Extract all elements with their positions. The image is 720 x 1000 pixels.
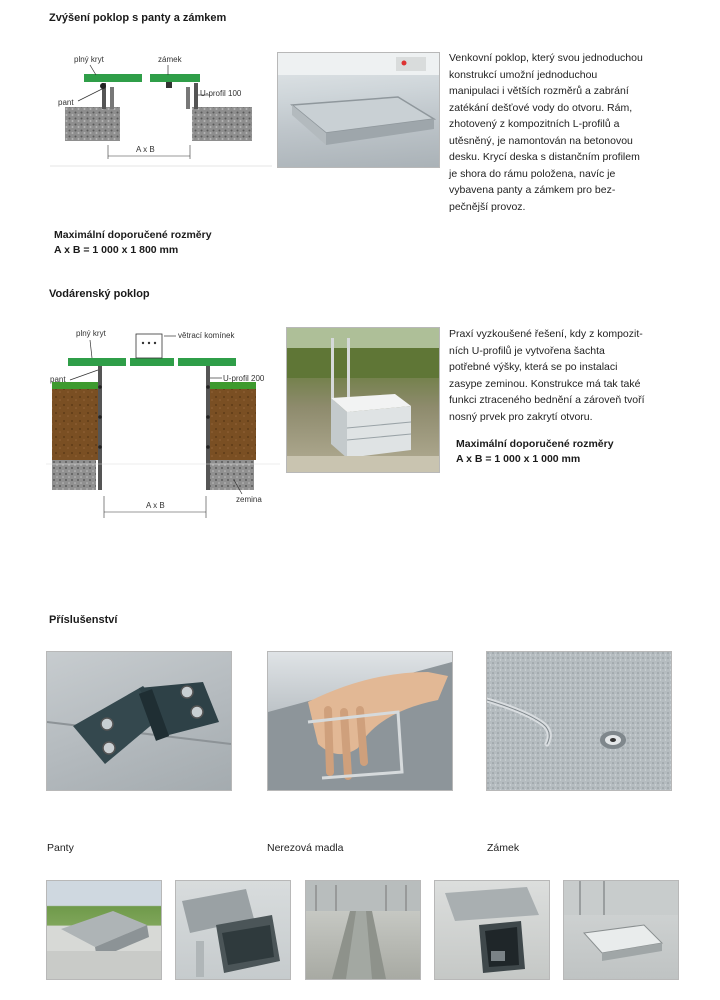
section2-title: Vodárenský poklop bbox=[49, 288, 150, 300]
section2-max-dims: Maximální doporučené rozměry A x B = 1 000 x 1 000 mm bbox=[456, 438, 614, 465]
hatch-photo-2 bbox=[286, 327, 440, 473]
cover-plate-left bbox=[84, 74, 142, 82]
caption-hinges: Panty bbox=[47, 842, 74, 854]
gallery-photo-3 bbox=[305, 880, 421, 980]
u-profile-right bbox=[194, 83, 198, 109]
handle-photo bbox=[267, 651, 453, 791]
soil-left bbox=[52, 388, 102, 460]
lock-photo bbox=[486, 651, 672, 791]
section1-diagram bbox=[50, 45, 272, 167]
gallery-photo-4 bbox=[434, 880, 550, 980]
section1-description: Venkovní poklop, který svou jednoduchou konstrukcí umožní jednoduchou manipulaci i větších rozměrů a zabrání zatékání dešťové vody do otvoru. Rám, zhotovený z kompozitních L-profilů a utěsněný, je namontován na betonovou desku. Krycí deska s distančním profilem je shora do rámu položena, navíc je vybavena panty a zámkem pro bez- pečnější provoz. bbox=[449, 52, 643, 213]
caption-handles: Nerezová madla bbox=[267, 842, 344, 854]
section2-description: Praxí vyzkoušené řešení, kdy z kompozit- ních U-profilů je vytvořena šachta potřebné výšky, která se po instalaci zasype zeminou. Konstrukce má tak také funkci ztraceného bednění a zároveň tvoří nosný prvek pro zakrytí otvoru. bbox=[449, 328, 645, 423]
u-profile-left bbox=[98, 366, 102, 490]
label-vent: větrací komínek bbox=[178, 331, 235, 340]
cover-plate-right bbox=[178, 358, 236, 366]
cover-plate-left bbox=[68, 358, 126, 366]
hinge-photo bbox=[46, 651, 232, 791]
u-profile-right bbox=[206, 366, 210, 490]
label-dimension: A x B bbox=[146, 501, 165, 510]
concrete-bottom-right bbox=[210, 460, 254, 490]
label-hinge: pant bbox=[58, 98, 74, 107]
gallery-photo-2 bbox=[175, 880, 291, 980]
label-profile: U-profil 100 bbox=[200, 89, 242, 98]
cover-plate-middle bbox=[130, 358, 174, 366]
section2-diagram bbox=[46, 322, 280, 522]
section1-max-dims: Maximální doporučené rozměry A x B = 1 000 x 1 800 mm bbox=[54, 229, 212, 256]
gallery-photo-1 bbox=[46, 880, 162, 980]
gallery-photo-5 bbox=[563, 880, 679, 980]
concrete-block-right bbox=[192, 107, 252, 141]
label-profile: U-profil 200 bbox=[223, 374, 265, 383]
caption-lock: Zámek bbox=[487, 842, 520, 854]
label-soil: zemina bbox=[236, 495, 262, 504]
concrete-block-left bbox=[65, 107, 120, 141]
lock-icon bbox=[166, 82, 172, 88]
label-hinge: pant bbox=[50, 375, 66, 384]
soil-right bbox=[206, 388, 256, 460]
accessories-title: Příslušenství bbox=[49, 614, 118, 626]
label-cover: plný kryt bbox=[76, 329, 106, 338]
label-lock: zámek bbox=[158, 55, 182, 64]
vent-chimney-icon bbox=[136, 334, 162, 358]
hinge-icon bbox=[100, 83, 106, 89]
hatch-photo-1 bbox=[277, 52, 440, 168]
concrete-bottom-left bbox=[52, 460, 96, 490]
cover-plate-right bbox=[150, 74, 200, 82]
section1-title: Zvýšení poklop s panty a zámkem bbox=[49, 12, 227, 24]
label-cover: plný kryt bbox=[74, 55, 104, 64]
label-dimension: A x B bbox=[136, 145, 155, 154]
